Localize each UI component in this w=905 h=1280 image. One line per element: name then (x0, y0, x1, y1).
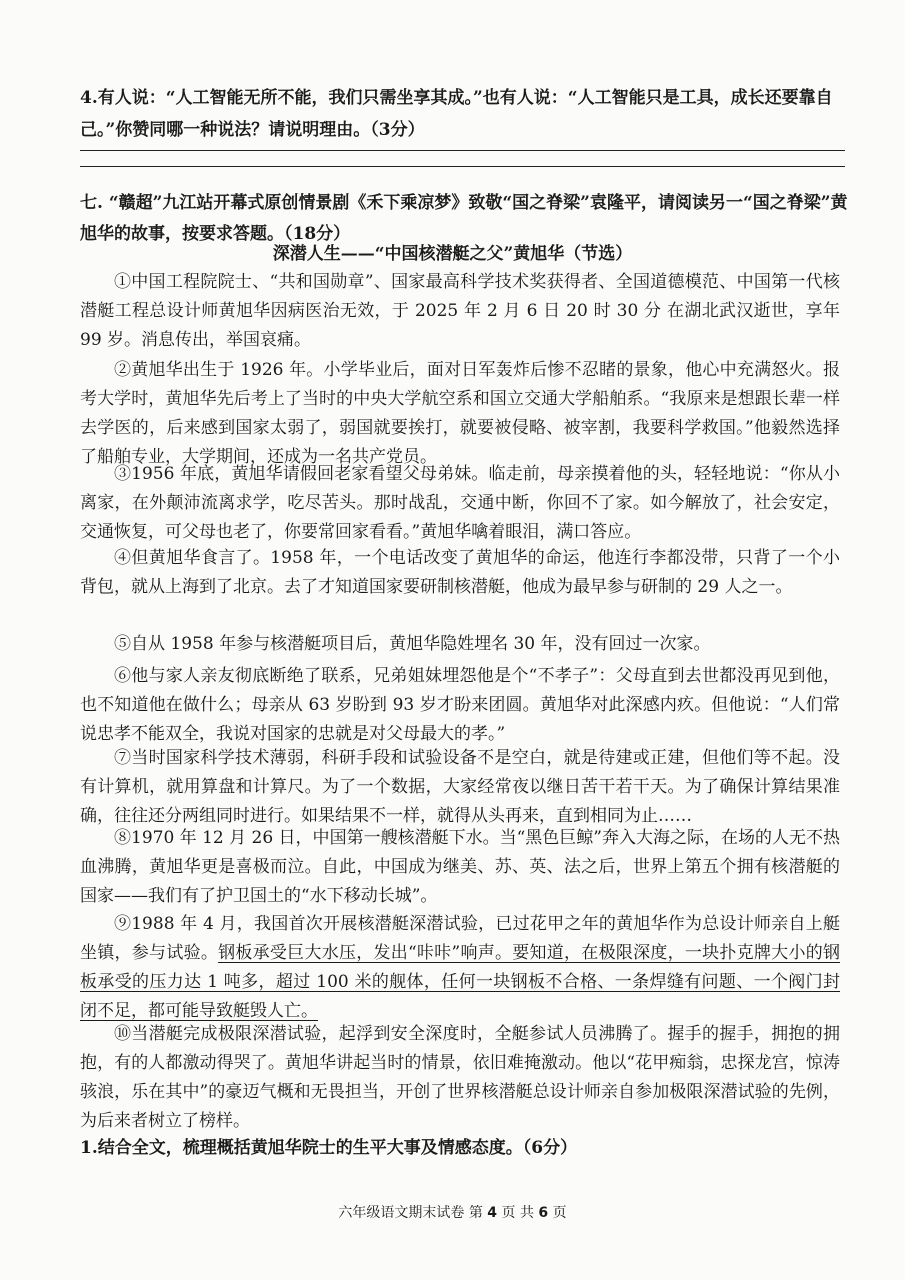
paragraph-9-text: ⑨1988 年 4 月，我国首次开展核潜艇深潜试验，已过花甲之年的黄旭华作为总设计师亲自上艇坐镇，参与试验。 (80, 914, 840, 963)
question-4: 4.有人说：“人工智能无所不能，我们只需坐享其成。”也有人说：“人工智能只是工具，成长还要靠自己。”你赞同哪一种说法？请说明理由。（3分） (80, 88, 833, 140)
paragraph-7: ⑦当时国家科学技术薄弱，科研手段和试验设备不是空白，就是待建或正建，但他们等不起。没有计算机，就用算盘和计算尺。为了一个数据，大家经常夜以继日苦干若干天。为了确保计算结果准确，往往还分两组同时进行。如果结果不一样，就得从头再来，直到相同为止…… (80, 748, 840, 826)
paragraph-3: ③1956 年底，黄旭华请假回老家看望父母弟妹。临走前，母亲摸着他的头，轻轻地说：“你从小离家，在外颠沛流离求学，吃尽苦头。那时战乱，交通中断，你回不了家。如今解放了，社会安定，交通恢复，可父母也老了，你要常回家看看。”黄旭华噙着眼泪，满口答应。 (80, 464, 840, 542)
footer-gong: 共 (519, 1205, 534, 1221)
page-footer (0, 1202, 905, 1224)
footer-ye-2: 页 (552, 1205, 567, 1221)
paragraph-9 (80, 910, 840, 1026)
footer-di: 第 (468, 1205, 483, 1221)
section-7-heading: 七. “赣超”九江站开幕式原创情景剧《禾下乘凉梦》致敬“国之脊梁”袁隆平，请阅读另一“国之脊梁”黄旭华的故事，按要求答题。（18分） (80, 193, 848, 244)
answer-line-2 (80, 166, 845, 167)
paragraph-2: ②黄旭华出生于 1926 年。小学毕业后，面对日军轰炸后惨不忍睹的景象，他心中充满怒火。报考大学时，黄旭华先后考上了当时的中央大学航空系和国立交通大学船舶系。“我原来是想跟长辈一样去学医的，后来感到国家太弱了，弱国就要挨打，就要被侵略、被宰割，我要科学救国。”他毅然选择了船舶专业，大学期间，还成为一名共产党员。 (80, 360, 840, 467)
footer-exam-name: 六年级语文期末试卷 (338, 1205, 465, 1221)
paragraph-6: ⑥他与家人亲友彻底断绝了联系，兄弟姐妹埋怨他是个“不孝子”：父母直到去世都没再见到他，也不知道他在做什么；母亲从 63 岁盼到 93 岁才盼来团圆。黄旭华对此深感内疚。但他说：“人们常说忠孝不能双全，我说对国家的忠就是对父母最大的孝。” (80, 666, 840, 744)
answer-line-1 (80, 150, 845, 151)
footer-ye: 页 (501, 1205, 516, 1221)
question-1: 1.结合全文，梳理概括黄旭华院士的生平大事及情感态度。（6分） (80, 1138, 578, 1158)
paragraph-1: ①中国工程院院士、“共和国勋章”、国家最高科学技术奖获得者、全国道德模范、中国第一代核潜艇工程总设计师黄旭华因病医治无效，于 2025 年 2 月 6 日 20 时 30 分 在湖北武汉逝世，享年 99 岁。消息传出，举国哀痛。 (80, 272, 840, 350)
paragraph-9-underlined: 钢板承受巨大水压，发出“咔咔”响声。要知道，在极限深度，一块扑克牌大小的钢板承受的压力达 1 吨多，超过 100 米的舰体，任何一块钢板不合格、一条焊缝有问题、一个阀门封闭不足，都可能导致艇毁人亡。 (80, 943, 841, 1021)
footer-total-pages: 6 (538, 1205, 549, 1221)
article-title: 深潜人生——“中国核潜艇之父”黄旭华（节选） (272, 244, 633, 264)
paragraph-4: ④但黄旭华食言了。1958 年，一个电话改变了黄旭华的命运，他连行李都没带，只背了一个小背包，就从上海到了北京。去了才知道国家要研制核潜艇，他成为最早参与研制的 29 人之一。 (80, 548, 840, 597)
paragraph-5: ⑤自从 1958 年参与核潜艇项目后，黄旭华隐姓埋名 30 年，没有回过一次家。 (114, 634, 711, 654)
footer-page-number: 4 (487, 1205, 498, 1221)
paragraph-8: ⑧1970 年 12 月 26 日，中国第一艘核潜艇下水。当“黑色巨鲸”奔入大海之际，在场的人无不热血沸腾，黄旭华更是喜极而泣。自此，中国成为继美、苏、英、法之后，世界上第五个拥有核潜艇的国家——我们有了护卫国土的“水下移动长城”。 (80, 828, 840, 906)
paragraph-10: ⑩当潜艇完成极限深潜试验，起浮到安全深度时，全艇参试人员沸腾了。握手的握手，拥抱的拥抱，有的人都激动得哭了。黄旭华讲起当时的情景，依旧难掩激动。他以“花甲痴翁，忠探龙宫，惊涛骇浪，乐在其中”的豪迈气概和无畏担当，开创了世界核潜艇总设计师亲自参加极限深潜试验的先例，为后来者树立了榜样。 (80, 1024, 840, 1131)
